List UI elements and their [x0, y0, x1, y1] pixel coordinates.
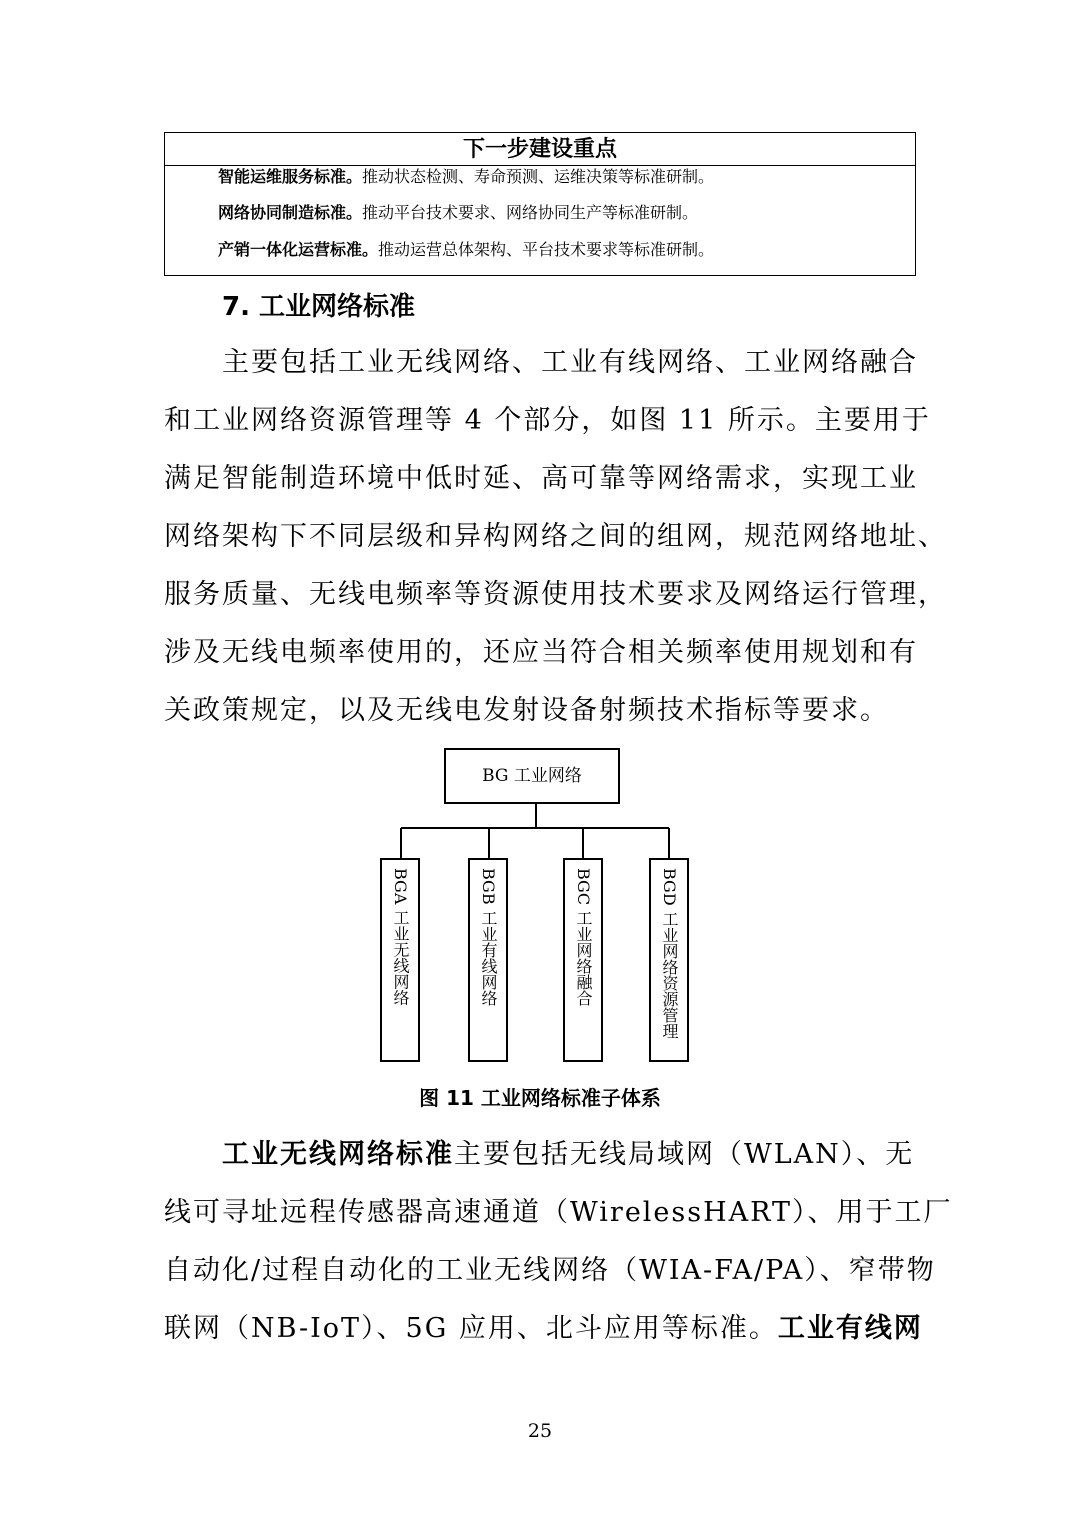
figure-caption: 图 11 工业网络标准子体系 — [419, 1086, 661, 1110]
diagram-node-bga — [380, 858, 420, 1062]
node-label: BGA 工业无线网络 — [391, 868, 410, 1006]
bold-term: 工业有线网 — [777, 1313, 923, 1344]
box-item-text: 推动状态检测、寿命预测、运维决策等标准研制。 — [362, 167, 715, 186]
paragraph-line: 涉及无线电频率使用的，还应当符合相关频率使用规划和有 — [164, 637, 918, 668]
line-text: 主要包括无线局域网（WLAN）、无 — [454, 1139, 915, 1170]
box-item-2 — [218, 203, 698, 223]
line-text: 联网（NB-IoT）、5G 应用、北斗应用等标准。 — [164, 1313, 778, 1344]
box-item-label: 产销一体化运营标准。 — [218, 240, 379, 259]
paragraph-line: 服务质量、无线电频率等资源使用技术要求及网络运行管理， — [164, 579, 947, 610]
paragraph-line: 和工业网络资源管理等 4 个部分，如图 11 所示。主要用于 — [164, 405, 931, 436]
box-item-text: 推动运营总体架构、平台技术要求等标准研制。 — [378, 240, 715, 259]
section-heading: 7. 工业网络标准 — [222, 292, 416, 322]
page-number: 25 — [527, 1420, 553, 1442]
intro-paragraph — [164, 334, 947, 740]
diagram-node-bgd — [649, 858, 689, 1062]
paragraph-line: 关政策规定，以及无线电发射设备射频技术指标等要求。 — [164, 695, 889, 726]
bold-term: 工业无线网络标准 — [164, 1139, 454, 1170]
box-item-text: 推动平台技术要求、网络协同生产等标准研制。 — [362, 203, 699, 222]
diagram-node-bgb — [468, 858, 508, 1062]
paragraph-line: 网络架构下不同层级和异构网络之间的组网，规范网络地址、 — [164, 521, 947, 552]
paragraph-line: 自动化/过程自动化的工业无线网络（WIA-FA/PA）、窄带物 — [164, 1255, 936, 1286]
node-label: BGD 工业网络资源管理 — [660, 868, 679, 1039]
key-points-box — [164, 132, 916, 276]
node-label: BGB 工业有线网络 — [479, 868, 498, 1006]
diagram-root-node: BG 工业网络 — [444, 748, 620, 804]
paragraph-line — [164, 1300, 923, 1358]
box-title: 下一步建设重点 — [165, 133, 915, 166]
paragraph-line: 主要包括工业无线网络、工业有线网络、工业网络融合 — [164, 347, 918, 378]
paragraph-line: 满足智能制造环境中低时延、高可靠等网络需求，实现工业 — [164, 463, 918, 494]
paragraph-line: 线可寻址远程传感器高速通道（WirelessHART）、用于工厂 — [164, 1197, 953, 1228]
box-item-label: 网络协同制造标准。 — [218, 203, 363, 222]
box-item-3 — [218, 240, 714, 260]
box-item-1 — [218, 167, 714, 187]
paragraph-line — [164, 1126, 916, 1184]
diagram-node-bgc — [563, 858, 603, 1062]
node-label: BGC 工业网络融合 — [574, 868, 593, 1007]
wireless-paragraph — [164, 1126, 953, 1358]
box-item-label: 智能运维服务标准。 — [218, 167, 363, 186]
